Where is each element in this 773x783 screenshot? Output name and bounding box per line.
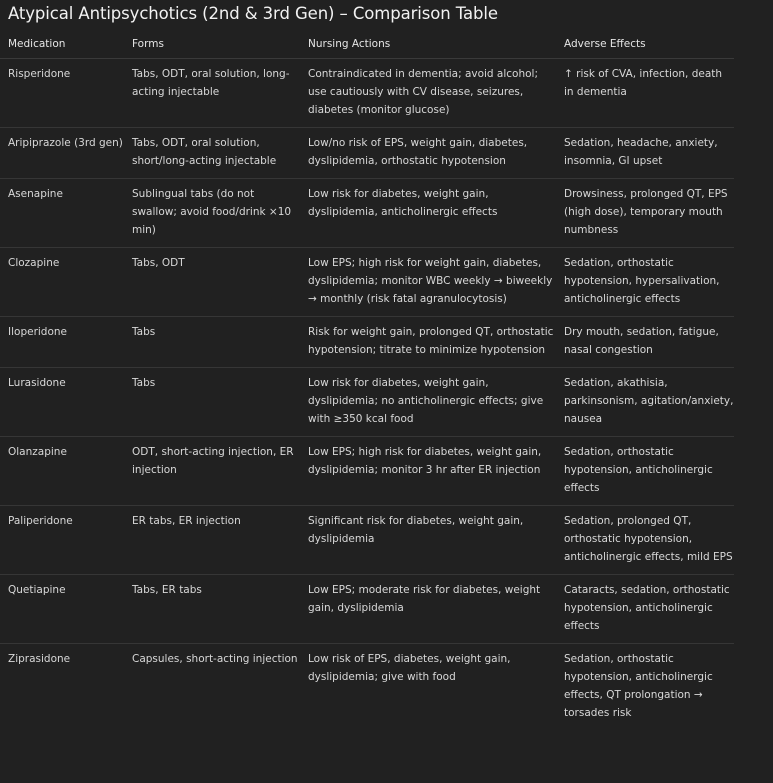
table-row <box>0 643 734 730</box>
cell-medication: Aripiprazole (3rd gen) <box>0 127 132 178</box>
cell-medication: Olanzapine <box>0 436 132 505</box>
cell-forms: Tabs <box>132 316 308 367</box>
cell-nursing-actions: Low risk of EPS, diabetes, weight gain, dyslipidemia; give with food <box>308 652 511 683</box>
cell-medication: Ziprasidone <box>8 652 71 665</box>
cell-nursing-actions: Low risk for diabetes, weight gain, dyslipidemia, anticholinergic effects <box>308 178 564 247</box>
table-row <box>0 58 734 127</box>
table-row <box>0 316 734 367</box>
cell-nursing-actions: Contraindicated in dementia; avoid alcohol; use cautiously with CV disease, seizures, diabetes (monitor glucose) <box>308 58 564 127</box>
cell-nursing-actions: Low EPS; high risk for diabetes, weight gain, dyslipidemia; monitor 3 hr after ER injection <box>308 436 564 505</box>
cell-forms: Tabs, ODT, oral solution, short/long-acting injectable <box>132 127 308 178</box>
table-row <box>0 505 734 574</box>
cell-adverse-effects: Sedation, headache, anxiety, insomnia, GI upset <box>564 127 734 178</box>
cell-nursing-actions: Low EPS; moderate risk for diabetes, weight gain, dyslipidemia <box>308 574 564 643</box>
comparison-table <box>0 31 734 730</box>
cell-medication: Paliperidone <box>0 505 132 574</box>
cell-adverse-effects: ↑ risk of CVA, infection, death in dementia <box>564 58 734 127</box>
cell-forms: Sublingual tabs (do not swallow; avoid food/drink ×10 min) <box>132 178 308 247</box>
cell-adverse-effects: Dry mouth, sedation, fatigue, nasal congestion <box>564 316 734 367</box>
table-row <box>0 367 734 436</box>
cell-medication: Clozapine <box>0 247 132 316</box>
page-title: Atypical Antipsychotics (2nd & 3rd Gen) – Comparison Table <box>8 4 498 23</box>
column-header-medication: Medication <box>0 31 132 58</box>
cell-nursing-actions: Risk for weight gain, prolonged QT, orthostatic hypotension; titrate to minimize hypotension <box>308 316 564 367</box>
cell-adverse-effects: Sedation, orthostatic hypotension, hypersalivation, anticholinergic effects <box>564 247 734 316</box>
cell-forms: Tabs, ODT, oral solution, long-acting injectable <box>132 58 308 127</box>
column-header-forms: Forms <box>132 31 308 58</box>
table-row <box>0 127 734 178</box>
cell-nursing-actions: Low risk for diabetes, weight gain, dyslipidemia; no anticholinergic effects; give with ≥350 kcal food <box>308 367 564 436</box>
column-header-adverse-effects: Adverse Effects <box>564 31 734 58</box>
cell-medication: Asenapine <box>0 178 132 247</box>
cell-adverse-effects: Sedation, akathisia, parkinsonism, agitation/anxiety, nausea <box>564 367 734 436</box>
cell-forms: ODT, short-acting injection, ER injection <box>132 436 308 505</box>
table-row <box>0 436 734 505</box>
cell-adverse-effects: Sedation, orthostatic hypotension, anticholinergic effects, QT prolongation → torsades risk <box>564 652 713 719</box>
table-row <box>0 574 734 643</box>
cell-medication: Quetiapine <box>0 574 132 643</box>
cell-forms: Tabs, ER tabs <box>132 574 308 643</box>
cell-adverse-effects: Sedation, prolonged QT, orthostatic hypotension, anticholinergic effects, mild EPS <box>564 505 734 574</box>
cell-forms: ER tabs, ER injection <box>132 505 308 574</box>
cell-forms: Tabs <box>132 367 308 436</box>
cell-forms: Capsules, short-acting injection <box>132 652 298 665</box>
cell-nursing-actions: Low EPS; high risk for weight gain, diabetes, dyslipidemia; monitor WBC weekly → biweekly → monthly (risk fatal agranulocytosis) <box>308 247 564 316</box>
cell-adverse-effects: Sedation, orthostatic hypotension, anticholinergic effects <box>564 436 734 505</box>
cell-medication: Iloperidone <box>0 316 132 367</box>
cell-nursing-actions: Low/no risk of EPS, weight gain, diabetes, dyslipidemia, orthostatic hypotension <box>308 127 564 178</box>
cell-forms: Tabs, ODT <box>132 247 308 316</box>
cell-adverse-effects: Cataracts, sedation, orthostatic hypotension, anticholinergic effects <box>564 574 734 643</box>
cell-adverse-effects: Drowsiness, prolonged QT, EPS (high dose), temporary mouth numbness <box>564 178 734 247</box>
table-header-row <box>0 31 734 58</box>
cell-medication: Risperidone <box>0 58 132 127</box>
table-row <box>0 247 734 316</box>
cell-nursing-actions: Significant risk for diabetes, weight gain, dyslipidemia <box>308 505 564 574</box>
column-header-nursing-actions: Nursing Actions <box>308 31 564 58</box>
table-row <box>0 178 734 247</box>
cell-medication: Lurasidone <box>0 367 132 436</box>
